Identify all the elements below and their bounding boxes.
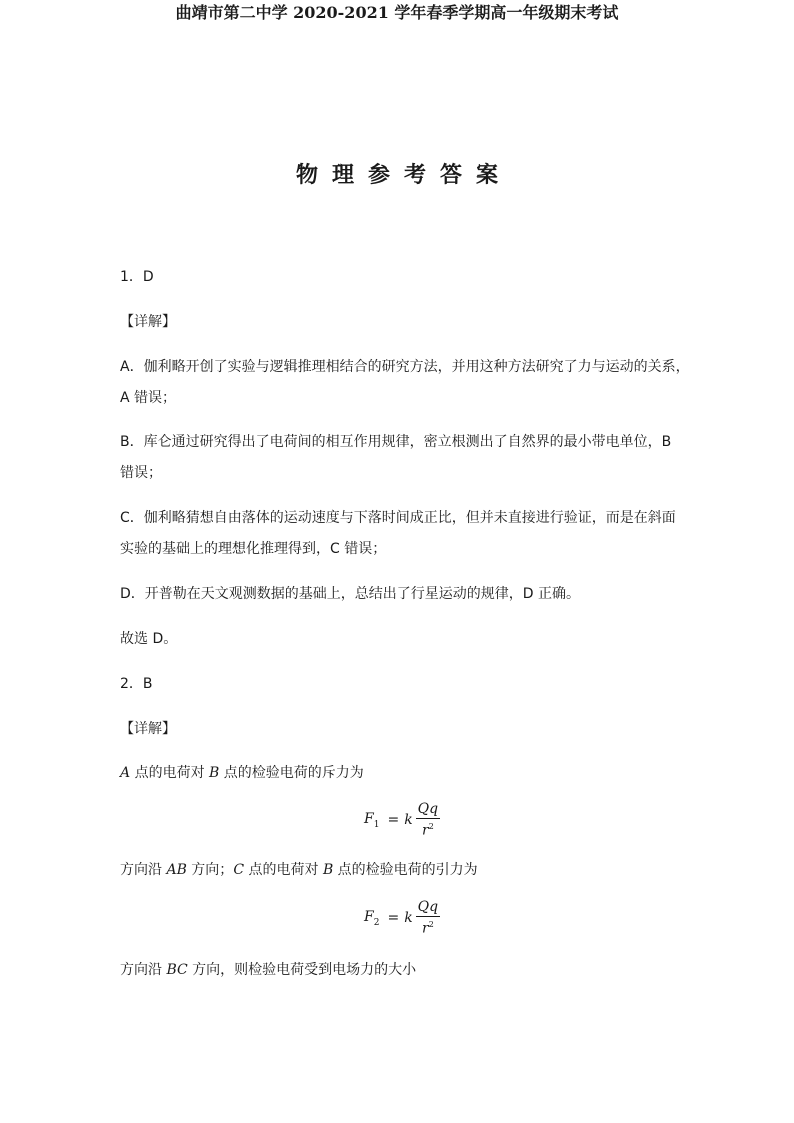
q2-line-field-force [120, 960, 416, 980]
fraction [416, 899, 440, 937]
constant-k: k [404, 812, 413, 828]
text-span: 点的电荷对 [244, 862, 323, 878]
q2-line-repulsion [120, 763, 364, 783]
q1-section-label: 【详解】 [120, 314, 176, 330]
point-c-label: C [233, 862, 245, 878]
equals-sign: = [387, 812, 400, 828]
denominator [422, 819, 434, 839]
q1-option-a-line2: A 错误； [120, 390, 177, 406]
constant-k: k [404, 910, 413, 926]
segment-bc-label: BC [166, 962, 188, 978]
exponent: 2 [428, 822, 434, 832]
formula-f2 [364, 896, 440, 940]
text-span: 点的检验电荷的引力为 [333, 862, 478, 878]
point-b-label: B [322, 862, 334, 878]
fraction [416, 801, 440, 839]
formula-f1 [364, 798, 440, 842]
text-span: 方向，则检验电荷受到电场力的大小 [187, 962, 417, 978]
formula-f2-lhs [364, 909, 379, 928]
text-span: 方向沿 [120, 962, 167, 978]
formula-f1-lhs [364, 811, 379, 830]
document-subtitle: 物理参考答案 [295, 162, 512, 188]
q1-option-c-line1: C．伽利略猜想自由落体的运动速度与下落时间成正比，但并未直接进行验证，而是在斜面 [120, 510, 676, 526]
numerator: Qq [417, 899, 439, 916]
denominator-base: r [422, 822, 429, 839]
denominator-base: r [422, 920, 429, 937]
exponent: 2 [428, 920, 434, 930]
equals-sign: = [387, 910, 400, 926]
subscript: 1 [373, 819, 380, 830]
q1-option-b-line2: 错误； [120, 465, 162, 481]
q1-option-d-line1: D．开普勒在天文观测数据的基础上，总结出了行星运动的规律，D 正确。 [120, 586, 581, 602]
text-span: 点的检验电荷的斥力为 [219, 765, 364, 781]
q1-conclusion: 故选 D。 [120, 631, 178, 647]
q1-answer: 1．D [120, 269, 154, 285]
q2-line-attraction [120, 860, 478, 880]
q1-option-a-line1: A．伽利略开创了实验与逻辑推理相结合的研究方法，并用这种方法研究了力与运动的关系， [120, 359, 690, 375]
q2-answer: 2．B [120, 676, 153, 692]
text-span: 点的电荷对 [130, 765, 210, 781]
denominator [422, 917, 434, 937]
point-a-label: A [120, 765, 131, 781]
q1-option-b-line1: B．库仑通过研究得出了电荷间的相互作用规律，密立根测出了自然界的最小带电单位，B [120, 434, 672, 450]
subscript: 2 [373, 917, 380, 928]
q1-option-c-line2: 实验的基础上的理想化推理得到，C 错误； [120, 541, 387, 557]
q2-section-label: 【详解】 [120, 721, 176, 737]
symbol: F [364, 810, 374, 827]
point-b-label: B [209, 765, 220, 781]
segment-ab-label: AB [166, 862, 187, 878]
text-span: 方向； [186, 862, 234, 878]
numerator: Qq [417, 801, 439, 818]
document-title: 曲靖市第二中学 2020-2021 学年春季学期高一年级期末考试 [175, 3, 619, 22]
text-span: 方向沿 [120, 862, 167, 878]
symbol: F [364, 908, 374, 925]
